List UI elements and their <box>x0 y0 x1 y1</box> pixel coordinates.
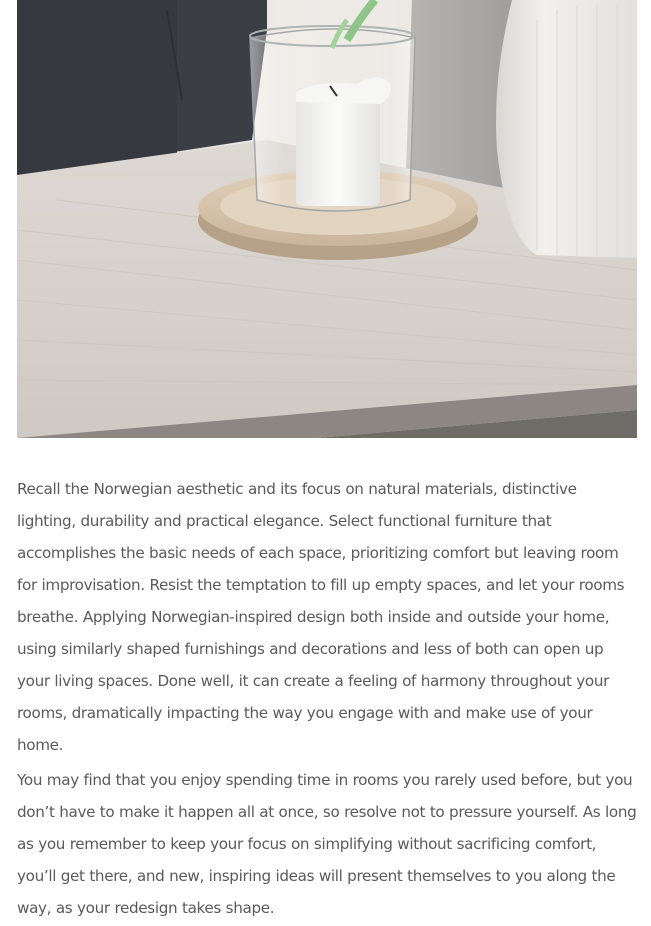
hero-photo-illustration <box>17 0 637 438</box>
hero-photo <box>17 0 637 438</box>
body-paragraph-1: Recall the Norwegian aesthetic and its focus on natural materials, distinctive lighting, durability and practical elegance. Select functional furniture that accomplishes the basic needs of each space, prioritizing comfort but leaving room for improvisation. Resist the temptation to fill up empty spaces, and let your rooms breathe. Applying Norwegian-inspired design both inside and outside your home, using similarly shaped furnishings and decorations and less of both can open up your living spaces. Done well, it can create a feeling of harmony throughout your rooms, dramatically impacting the way you engage with and make use of your home. <box>17 480 625 754</box>
article-body <box>17 0 637 917</box>
body-paragraph-2: You may find that you enjoy spending time in rooms you rarely used before, but you don’t have to make it happen all at once, so resolve not to pressure yourself. As long as you remember to keep your focus on simplifying without sacrificing comfort, you’ll get there, and new, inspiring ideas will present themselves to you along the way, as your redesign takes shape. <box>17 771 637 917</box>
